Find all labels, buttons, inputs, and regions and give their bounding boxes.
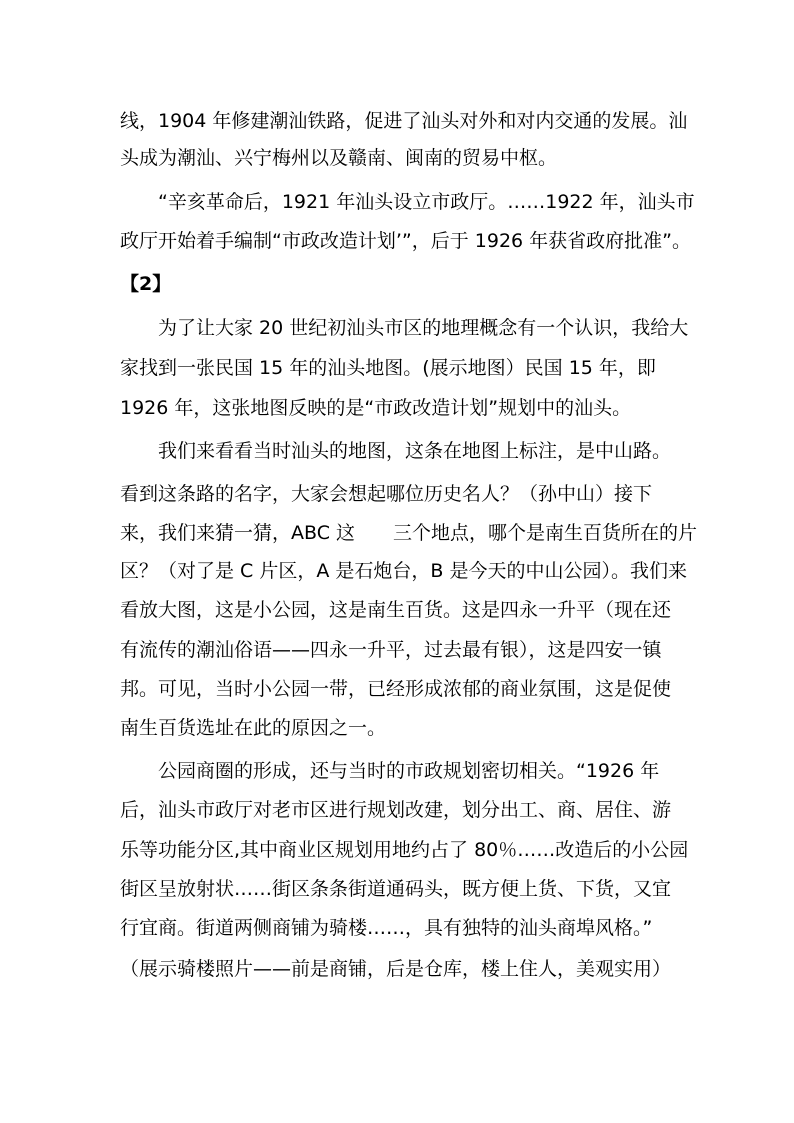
text-line-19: 乐等功能分区,其中商业区规划用地约占了 80％……改造后的小公园 [120, 839, 689, 861]
text-line-1: 线，1904 年修建潮汕铁路，促进了汕头对外和对内交通的发展。汕 [120, 110, 688, 132]
text-line-12: 区？（对了是 C 片区，A 是石炮台，B 是今天的中山公园）。我们来 [120, 560, 687, 582]
text-line-3: “辛亥革命后，1921 年汕头设立市政厅。……1922 年，汕头市 [158, 191, 695, 213]
text-line-10: 看到这条路的名字，大家会想起哪位历史名人？（孙中山）接下 [120, 483, 653, 505]
text-line-8: 1926 年，这张地图反映的是“市政改造计划”规划中的汕头。 [120, 397, 632, 419]
text-line-11: 来，我们来猜一猜，ABC 这 三个地点，哪个是南生百货所在的片 [120, 522, 698, 544]
text-line-16: 南生百货选址在此的原因之一。 [120, 717, 387, 739]
text-line-22: （展示骑楼照片——前是商铺，后是仓库，楼上住人，美观实用） [120, 958, 672, 980]
text-line-20: 街区呈放射状……街区条条街道通码头，既方便上货、下货，又宜 [120, 878, 672, 900]
text-line-21: 行宜商。街道两侧商铺为骑楼……，具有独特的汕头商埠风格。” [120, 917, 653, 939]
text-line-2: 头成为潮汕、兴宁梅州以及赣南、闽南的贸易中枢。 [120, 147, 558, 169]
text-line-14: 有流传的潮汕俗语——四永一升平，过去最有银），这是四安一镇 [120, 639, 662, 661]
section-marker: 【2】 [120, 273, 172, 295]
text-line-4: 政厅开始着手编制“市政改造计划’”，后于 1926 年获省政府批准”。 [120, 230, 692, 252]
text-line-17: 公园商圈的形成，还与当时的市政规划密切相关。“1926 年 [158, 760, 660, 782]
text-line-7: 家找到一张民国 15 年的汕头地图。(展示地图）民国 15 年，即 [120, 357, 656, 379]
text-line-9: 我们来看看当时汕头的地图，这条在地图上标注，是中山路。 [158, 440, 672, 462]
text-line-13: 看放大图，这是小公园，这是南生百货。这是四永一升平（现在还 [120, 599, 672, 621]
text-line-6: 为了让大家 20 世纪初汕头市区的地理概念有一个认识，我给大 [158, 317, 689, 339]
text-line-18: 后，汕头市政厅对老市区进行规划改建，划分出工、商、居住、游 [120, 799, 672, 821]
text-line-15: 邦。可见，当时小公园一带，已经形成浓郁的商业氛围，这是促使 [120, 678, 672, 700]
